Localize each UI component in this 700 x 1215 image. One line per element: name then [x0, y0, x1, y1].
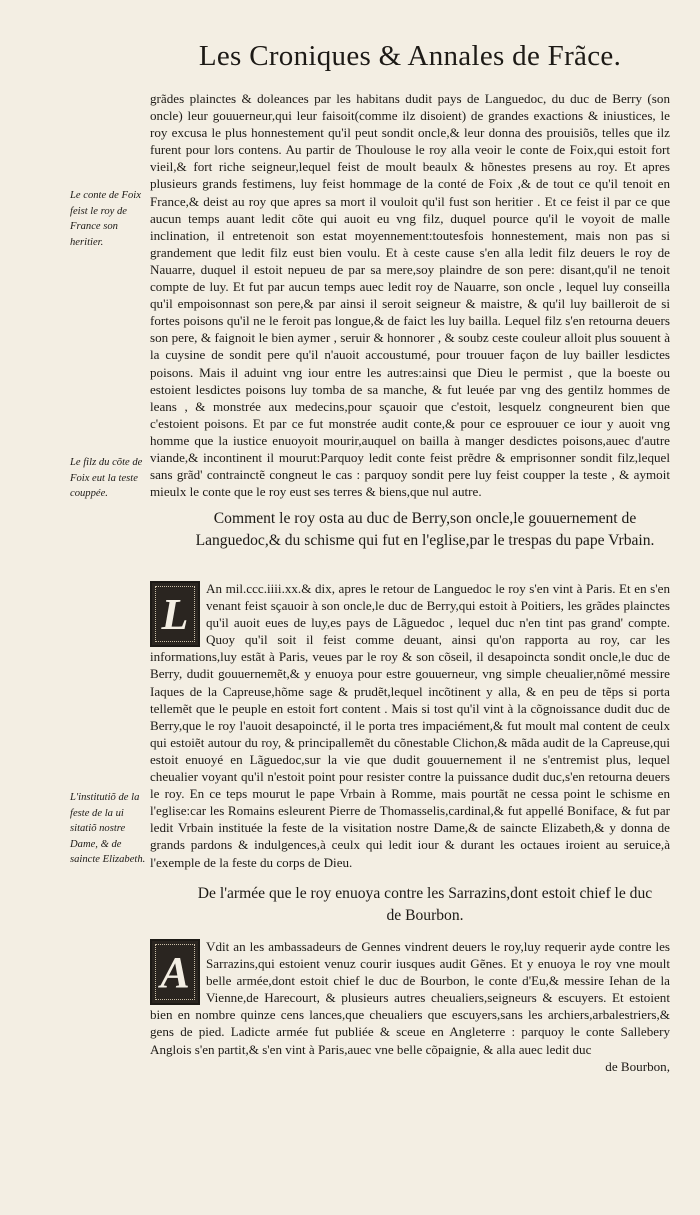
margin-note-visitation: L'institutiõ de la feste de la ui sitatiõ nostre Dame, & de saincte Elizabeth. — [70, 792, 146, 865]
ornamental-initial-l — [150, 581, 200, 647]
catchword: de Bourbon, — [605, 1058, 670, 1074]
section-heading-sarrazins: De l'armée que le roy enuoya contre les Sarrazins,dont estoit chief le duc de Bourbon. — [197, 885, 653, 924]
continuation-block — [150, 90, 670, 500]
margin-note-foix-heir: Le conte de Foix feist le roy de France son heritier. — [70, 190, 141, 248]
sarrazins-paragraph: Vdit an les ambassadeurs de Gennes vindrent deuers le roy,luy requerir ayde contre les Sarrazins,qui estoient venuz courir iusques audit Gẽnes. Et y enuoya le roy vne moult belle armée,dont estoit chief le duc de Bourbon, le conte d'Eu,& messire Iehan de la Vienne,de Harecourt, & plusieurs autres cheualiers,seigneurs & escuyers. Et estoient bien en nombre quinze cens lances,que cheualiers que escuyers,sans les archiers,arbalestriers,& gens de pied. Ladicte armée fut publiée & sceue en Angleterre : parquoy le conte Sallebery Anglois s'en partit,& s'en vint à Paris,auec vne belle cõpaignie, & alla auec ledit duc — [150, 939, 670, 1057]
ornamental-initial-letter: A — [160, 947, 190, 997]
running-head: Les Croniques & Annales de Frãce. — [198, 40, 622, 72]
ornamental-initial-a — [150, 939, 200, 1005]
berry-paragraph: An mil.ccc.iiii.xx.& dix, apres le retour de Languedoc le roy s'en vint à Paris. Et en s'en venant feist sçauoir à son oncle,le duc de Berry,qui estoit à Poitiers, les grãdes plainctes qu'il auoit eues de luy,es pays de Lãguedoc , lequel duc n'en tint pas grand' compte. Quoy qu'il soit il feist comme deuant, ainsi qu'on rapporta au roy, car les informations,luy estãt à Paris, veues par le roy & son cõseil, il desapoincta sondit oncle,le duc de Berry, dudit gouuernemẽt,& y enuoya pour estre gouuerneur, vng simple cheualier,nõmé messire Iaques de la Capreuse,hõme sage & prudẽt,lequel incõtinent y alla, & en peu de tẽps si porta tellemẽt que le peuple en estoit fort content . Mais si tost qu'il vint à la cõgnoissance dudit duc de Berry,que le roy l'auoit desapoincté, il le porta tres impaciément,& fut moult mal content de ceulx qui estoiẽt autour du roy, & principallemẽt du cõnestable Clichon,& mãda audit de la Capreuse,qui estoit enuoyé en Lãguedoc,sur la vie que dudit gouuernement il ne s'entremist plus, lequel cheualier voyant qu'il n'estoit point pour resister contre la puissance dudit duc,s'en retourna deuers le roy. En ce teps mourut le pape Vrbain à Romme, mais pourtãt ne cessa point le schisme en l'eglise:car les Romains esleurent Pierre de Thomasselis,cardinal,& fut appellé Boniface, & fut par ledit Vrbain instituée la feste de la visitation nostre Dame,& de saincte Elizabeth,& y donna de grands pardons & indulgences,à ceulx qui ledit iour & durant les octaues iroient au seruice,à l'exemple de la feste du corps de Dieu. — [150, 581, 670, 870]
ornamental-initial-letter: L — [161, 589, 189, 639]
margin-note-son-beheaded: Le filz du cõte de Foix eut la teste couppée. — [70, 457, 143, 499]
section-heading-berry: Comment le roy osta au duc de Berry,son oncle,le gouuernement de Languedoc,& du schisme qui fut en l'eglise,par le trespas du pape Vrbain. — [195, 510, 655, 549]
berry-block — [150, 580, 670, 871]
sarrazins-block — [150, 938, 670, 1075]
continuation-paragraph: grãdes plainctes & doleances par les habitans dudit pays de Languedoc, du duc de Berry (son oncle) leur gouuerneur,qui leur faisoit(comme ilz disoient) de grandes exactions & iniustices, le roy excusa le plus honnestement qu'il peut sondit oncle,& leur donna des prouisiõs, telles que ilz furent pour lors contens. Au partir de Thoulouse le roy alla veoir le conte de Foix,qui estoit fort vieil,& fort riche seigneur,lequel feist de moult beaulx & hõnestes presens au roy. Et apres plusieurs grands festimens, luy feist hommage de la conté de Foix ,& de tout ce qu'il tenoit en France,& deist au roy que apres sa mort il vouloit qu'il fust son heritier . Et ce feist il par ce que aucun temps auant ledit cõte qui auoit eu vng filz, duquel pource qu'il le voyoit de malle inclination, il entretenoit son estat moyennement:toutesfois honnestement, mais non pas si grandement que ledit filz eust bien voulu. Et à ceste cause s'en alla ledit filz deuers le roy de Nauarre, duquel il estoit nepueu de par sa mere,soy plaindre de son pere: disant,qu'il ne tenoit compte de luy. Et fut par aucun temps auec ledit roy de Nauarre, son oncle , lequel luy conseilla qu'il empoisonnast son pere,& par ainsi il seroit seigneur & maistre, & qu'il luy bailleroit de si fortes poisons qu'il ne le feroit pas longue,& de faict les luy bailla. Lequel filz s'en retourna deuers son pere, & faignoit le bien aymer , seruir & honnorer , & soubz ceste couleur alloit plus souuent à la cuysine de sondit pere qu'il n'auoit accoustumé, pour trouuer façon de luy bailler lesdictes poisons. Mais il aduint vng iour entre les autres:ainsi que Dieu le permist , que la boeste ou estoient lesdictes poisons luy tomba de sa manche, & fut leuée par vng des gentilz hommes de leans , & monstrée aux medecins,pour sçauoir que c'estoit, lesquelz congneurent bien que c'estoient poisons. Et par ce fut monstrée audit conte,& pour ce esprouuer ce iour y auoit vng homme que la iustice enuoyoit mourir,auquel on bailla à manger desdictes poisons,auec d'autre viande,& incontinent il mourut:Parquoy ledit conte feist prẽdre & emprisonner sondit filz,lequel sans grãd' contrainctẽ congneut le cas : parquoy sondit pere luy feist coupper la teste , & aymoit mieulx le conte que le roy eust ses terres & biens,que nul autre. — [150, 91, 670, 500]
